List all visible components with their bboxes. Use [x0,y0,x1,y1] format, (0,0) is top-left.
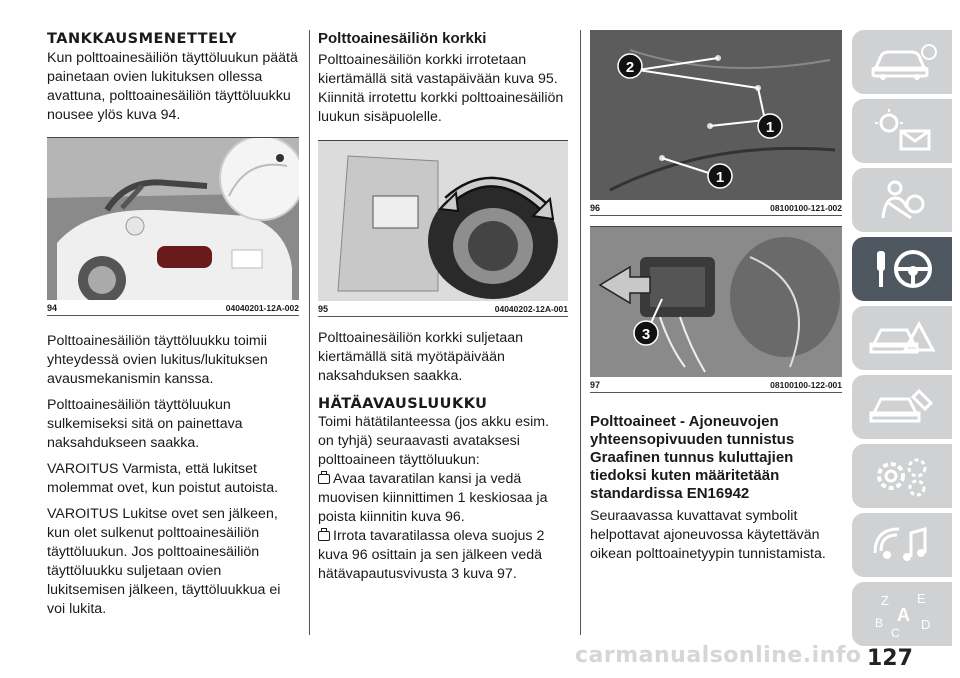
figure-96-caption: 96 08100100-121-002 [590,200,842,216]
callout-2: 2 [625,59,635,76]
svg-text:B: B [875,616,884,630]
callout-1: 1 [765,119,775,136]
figure-97 [590,226,842,393]
tab-emergency[interactable] [852,306,952,370]
intro-paragraph: Kun polttoainesäiliön täyttöluukun päätä painetaan ovien lukituksen ollessa avattuna, polttoainesäiliön täyttöluukku nousee ylös kuva 94. [47,50,298,123]
tab-index[interactable] [852,582,952,646]
step-item: Irrota tavaratilassa oleva suojus 2 kuva 96 osittain ja sen jälkeen vedä hätävapautusvivusta 3 kuva 97. [318,528,545,582]
page-number: 127 [867,646,913,671]
gears-icon [867,454,937,498]
callout-3: 3 [641,326,651,343]
paragraph: Polttoainesäiliön täyttöluukun sulkemiseksi sitä on painettava naksahdukseen saakka. [47,397,243,451]
figure-94-caption: 94 04040201-12A-002 [47,300,299,316]
callout-1: 1 [715,169,725,186]
column-divider [580,30,581,635]
index-letters-icon [867,589,937,639]
trunk-fastener-image [590,30,842,200]
section-heading-fuel-compatibility: Polttoaineet - Ajoneuvojen yhteensopivuuden tunnistus Graafinen tunnus kuluttajien tiedoksi kuten määritetään standardissa EN16942 [590,413,795,502]
emergency-release-lever-image [590,227,842,377]
paragraph: Seuraavassa kuvattavat symbolit helpottavat ajoneuvossa käytettävän oikean polttoainetyypin tunnistamista. [590,508,826,562]
svg-text:Z: Z [881,593,889,608]
watermark: carmanualsonline.info [575,643,862,668]
svg-text:D: D [921,617,931,632]
step-bullet-icon [318,531,330,541]
svg-text:E: E [917,591,926,606]
paragraph: Polttoainesäiliön korkki suljetaan kiertämällä sitä myötäpäivään naksahduksen saakka. [318,330,524,384]
figure-94 [47,137,299,316]
paragraph: Polttoainesäiliön täyttöluukku toimii yhteydessä ovien lukitus/lukituksen avausmekanismin kanssa. [47,333,268,387]
svg-text:A: A [897,605,910,625]
tab-multimedia[interactable] [852,513,952,577]
column-divider [309,30,310,635]
svg-text:C: C [891,626,900,639]
car-info-icon [867,42,937,82]
section-heading-refuelling: TANKKAUSMENETTELY [47,31,237,47]
tab-technical-data[interactable] [852,444,952,508]
step-item: Avaa tavaratilan kansi ja vedä muovisen kiinnittimen 1 keskiosaa ja poista kiinnitin kuva 96. [318,471,548,525]
section-heading-emergency: HÄTÄAVAUSLUUKKU [318,396,488,412]
warning-paragraph: VAROITUS Lukitse ovet sen jälkeen, kun olet sulkenut polttoainesäiliön täyttöluukun. Jos polttoainesäiliön täyttöluukku suljetaan ovien lukitsemisen jälkeen, täyttöluukkua ei voi lukita. [47,506,281,617]
section-heading-fuel-cap: Polttoainesäiliön korkki [318,30,487,47]
fuel-cap-image [318,141,568,301]
figure-95 [318,140,568,317]
figure-97-caption: 97 08100100-122-001 [590,377,842,393]
intro-paragraph: Polttoainesäiliön korkki irrotetaan kiertämällä sitä vastapäivään kuva 95. Kiinnitä irrotettu korkki polttoainesäiliön luukun sisäpuolelle. [318,52,564,125]
tab-warning-lights[interactable] [852,99,952,163]
multimedia-icon [867,523,937,567]
tab-car-info[interactable] [852,30,952,94]
tab-maintenance[interactable] [852,375,952,439]
fuel-door-car-image [47,138,299,300]
paragraph: Toimi hätätilanteessa (jos akku esim. on tyhjä) seuraavasti avataksesi polttoaineen täyttöluukun: [318,414,550,468]
figure-96 [590,30,842,216]
figure-95-caption: 95 04040202-12A-001 [318,301,568,317]
key-steering-wheel-icon [867,247,937,291]
warning-paragraph: VAROITUS Varmista, että lukitset molemmat ovet, kun poistut autoista. [47,461,279,496]
column-right [590,30,842,571]
column-middle [318,30,568,584]
emergency-car-icon [867,316,937,360]
column-left [47,30,299,626]
step-bullet-icon [318,474,330,484]
warning-lights-icon [867,109,937,153]
car-maintenance-icon [867,385,937,429]
safety-airbag-icon [867,178,937,222]
tab-starting-driving[interactable] [852,237,952,301]
chapter-tabs-sidebar [852,30,960,651]
tab-safety[interactable] [852,168,952,232]
